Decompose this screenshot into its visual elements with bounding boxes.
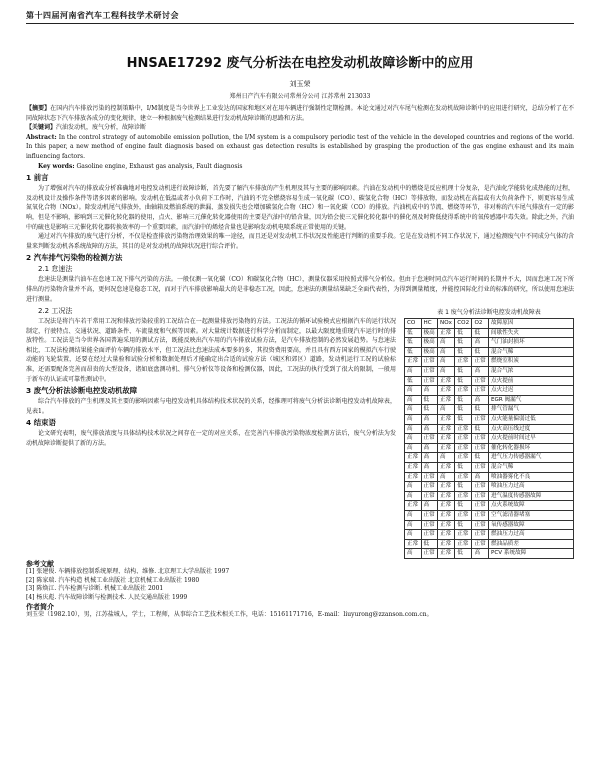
table-cell: 正常 [421, 434, 438, 444]
table-caption: 表 1 废气分析法诊断电控发动机故障表 [437, 309, 541, 317]
table-row [405, 415, 574, 425]
table-row [405, 347, 574, 357]
table-cell: 正常 [438, 530, 455, 540]
keywords-label: 【关键词】 [26, 124, 57, 132]
fault-cause-cell: 点火提前 [489, 376, 574, 386]
table-cell: 低 [455, 520, 472, 530]
table-row [405, 424, 574, 434]
table-cell: 低 [472, 405, 489, 415]
table-row [405, 357, 574, 367]
right-column [404, 305, 574, 559]
fault-cause-cell: 氧传感器故障 [489, 520, 574, 530]
table-cell: 正常 [405, 472, 422, 482]
table-cell: 正常 [472, 482, 489, 492]
table-cell: 正常 [472, 491, 489, 501]
abstract-en [26, 133, 574, 162]
table-cell: 正常 [455, 453, 472, 463]
table-cell: 正常 [438, 491, 455, 501]
table-cell: 高 [438, 472, 455, 482]
table-cell: 正常 [455, 491, 472, 501]
table-row [405, 491, 574, 501]
table-cell: 正常 [472, 539, 489, 549]
table-cell: 高 [405, 424, 422, 434]
fault-cause-cell: EGR 阀漏气 [489, 395, 574, 405]
table-cell: 高 [472, 338, 489, 348]
section-2-2-paragraph: 工况法是将汽车若干常用工况和排放污染较重的工况结合在一起测量排放污染物的方法。工况法的循环试验模式应根据汽车的运行状况制定，行驶特点、交通状况、道路条件、车流量度和气候等因素。对大量统计数据进行科学分析而制定，以最大限度地重现汽车运行时的排放特性。工况法是当今世界各国普遍采用的测试方法，既能反映出汽车用的汽车排放试验方法，是汽车排放控制的必然发展趋势。与怠速法相比，工况法检测结果能全面评价车辆的排放水平，但工况法比怠速法成本要多的多，其投资费用要高，并且具有西方国家的模拟汽车行驶动能的飞轮装置，还要在经过大量验和试验分析和数据处理后才能确定出合适的试验方法（城区和郊区）道路，发动机运行工况的试验标准，还需要配备完善而昂贵的大型设备，诸如底盘测功机、排气分析仪等设备和检测仪器，因此，工况法的执行受到了很大的限制，一般用于新车的认证或可靠性测试中。 [26, 318, 396, 383]
fault-cause-cell: 混合气浓 [489, 367, 574, 377]
table-cell: 高 [405, 491, 422, 501]
table-cell: 高 [421, 386, 438, 396]
fault-cause-cell: 混合气稀 [489, 347, 574, 357]
table-row [405, 463, 574, 473]
section-3-paragraph: 综合汽车排放的产生机理及其主要的影响因素与电控发动机具体结构技术状况的关系，经推理可将废气分析法诊断电控发动机故障表，见表1。 [26, 398, 396, 415]
table-cell: 高 [405, 405, 422, 415]
table-cell: 高 [438, 453, 455, 463]
keywords-text: 汽油发动机，废气分析，故障诊断 [56, 124, 147, 132]
fault-cause-cell: 点火提前时间过早 [489, 434, 574, 444]
section-2-heading: 2 汽车排气污染物的检测方法 [26, 253, 123, 263]
fault-cause-cell: 点火系统故障 [489, 501, 574, 511]
table-cell: 正常 [455, 434, 472, 444]
table-cell: 正常 [438, 501, 455, 511]
table-cell: 正常 [421, 510, 438, 520]
table-body [405, 328, 574, 558]
table-cell: 正常 [405, 357, 422, 367]
table-cell: 正常 [438, 376, 455, 386]
abstract-en-text: In the control strategy of automobile emission pollution, the I/M system is a compulsory periodic test of the vehicle in the developed countries and regions of the world. In this paper, a new method of engine fault diagnosis based on exhaust gas detection results is established by grasping the production of the gas engine exhaust and its main influencing factors. [26, 133, 574, 160]
reference-item: [2] 陈家瑞. 汽车构造 机械工业出版社 北京机械工业出版社 1980 [26, 576, 200, 584]
table-cell: 高 [472, 472, 489, 482]
reference-item: [1] 张建俊. 车辆排放控制系统原理、结构、维修. 北京理工大学出版社 1997 [26, 568, 230, 576]
table-cell: 高 [405, 415, 422, 425]
keywords-en-text: Gasoline engine, Exhaust gas analysis, Fault diagnosis [76, 162, 243, 170]
two-column-area [26, 305, 574, 559]
table-cell: 低 [472, 328, 489, 338]
table-cell: 高 [421, 415, 438, 425]
table-cell: 正常 [472, 530, 489, 540]
table-cell: 低 [405, 338, 422, 348]
table-cell: 正常 [455, 357, 472, 367]
table-header-row [405, 319, 574, 329]
table-row [405, 510, 574, 520]
table-row [405, 367, 574, 377]
table-row [405, 376, 574, 386]
table-cell: 正常 [405, 539, 422, 549]
table-cell: 正常 [438, 415, 455, 425]
reference-item: [4] 杨庆彪. 汽车故障诊断与检测技术. 人民交通出版社 1999 [26, 593, 188, 601]
table-cell: 正常 [421, 530, 438, 540]
fault-cause-cell: 排气管漏气 [489, 405, 574, 415]
table-cell: 正常 [472, 443, 489, 453]
table-cell: 正常 [405, 453, 422, 463]
table-cell: 正常 [438, 549, 455, 559]
table-cell: 极高 [421, 338, 438, 348]
table-cell: 正常 [421, 549, 438, 559]
table-row [405, 549, 574, 559]
fault-cause-cell: 点火能量偏弱过低 [489, 415, 574, 425]
paper-title: HNSAE17292 废气分析法在电控发动机故障诊断中的应用 [126, 56, 474, 71]
table-cell: 低 [455, 405, 472, 415]
section-1-paragraph-2: 通过对汽车排放的废气进行分析，不仅是检查排放污染物治理效果的唯一途径，而且还是对发动机工作状况及性能进行判断的重要手段。它是在发动机不同工作状况下，通过检测废气中不同成分气体的含量来判断发动机各系统故障的方法，其目的是对发动机的故障状况进行综合评价。 [26, 233, 574, 250]
fault-cause-cell: 燃烧室积炭 [489, 357, 574, 367]
table-cell: 正常 [455, 510, 472, 520]
fault-cause-cell: 喷油压力过高 [489, 482, 574, 492]
table-row [405, 520, 574, 530]
table-cell: 高 [438, 347, 455, 357]
table-cell: 正常 [438, 424, 455, 434]
table-cell: 低 [405, 347, 422, 357]
table-cell: 正常 [438, 539, 455, 549]
table-row [405, 482, 574, 492]
table-cell: 正常 [405, 501, 422, 511]
table-row [405, 434, 574, 444]
table-cell: 高 [405, 510, 422, 520]
table-row [405, 328, 574, 338]
table-cell: 正常 [438, 386, 455, 396]
table-row [405, 472, 574, 482]
section-1-paragraph-1: 为了增强对汽车的排放或分析准确地对电控发动机进行故障诊断，首先要了解汽车排放的产生机理及其与主要的影响因素。汽油在发动机中的燃烧是反应机理十分复杂，是汽油化学能转化成热能的过程，及动机设计及操作条件等诸多因素的影响。发动机在低温或者小负荷下工作时，汽油的不完全燃烧容易生成一氧化碳（CO）、碳氢化合物（HC）等排放物，而发动机在高温或有大负荷条件下，则更容易生成氮氧化合物（NOx）。除发动机尾气排放外，曲轴箱及燃油系统的泄漏、蒸发损失也会增加碳氢化合物（HC）和一氧化碳（CO）的排放。汽油机成中的节流、燃烧等环节，非对称的汽车尾气排放有一定的影响，但是不影响，影响到三元催化转化器的使用，点火、影响三元催化转化器使用的主要是汽油中的铅含量，因为铅会使三元催化转化器中的催化剂及时降低使得系统中的氧传感器中毒失效。除此之外，汽油中的硫也是影响三元催化转化器转换效率的一个重要因素，而汽油中的烯烃含量也是影响发动机电喷系统正常使用的关键。 [26, 185, 574, 231]
table-cell: 正常 [438, 395, 455, 405]
keywords-en-label: Key words: [38, 162, 75, 170]
table-cell: 正常 [455, 443, 472, 453]
table-cell: 高 [405, 549, 422, 559]
fault-cause-cell: 点火高压线过度 [489, 424, 574, 434]
fault-cause-cell: 进气压力传感器漏气 [489, 453, 574, 463]
table-header-cell: 故障原因 [489, 319, 574, 329]
section-3-heading: 3 废气分析法诊断电控发动机故障 [26, 386, 138, 396]
fault-cause-cell: 混合气稀 [489, 463, 574, 473]
table-cell: 高 [405, 434, 422, 444]
table-cell: 正常 [472, 434, 489, 444]
table-cell: 极高 [421, 347, 438, 357]
table-cell: 低 [455, 415, 472, 425]
table-cell: 高 [472, 367, 489, 377]
section-2-2-heading: 2.2 工况法 [38, 307, 73, 316]
author-info-heading: 作者简介 [26, 602, 54, 611]
table-cell: 正常 [421, 367, 438, 377]
section-4-heading: 4 结束语 [26, 418, 56, 428]
table-cell: 正常 [438, 482, 455, 492]
table-cell: 正常 [438, 520, 455, 530]
table-cell: 高 [472, 395, 489, 405]
table-cell: 正常 [472, 386, 489, 396]
references-heading: 参考文献 [26, 559, 54, 568]
table-cell: 高 [421, 453, 438, 463]
table-cell: 高 [405, 443, 422, 453]
table-cell: 正常 [438, 510, 455, 520]
fault-cause-cell: 进气温度传感器故障 [489, 491, 574, 501]
author-name: 刘玉荣 [289, 80, 311, 88]
table-cell: 低 [421, 395, 438, 405]
section-2-1-heading: 2.1 怠速法 [38, 265, 73, 274]
table-cell: 正常 [455, 472, 472, 482]
table-cell: 正常 [472, 520, 489, 530]
table-cell: 高 [421, 463, 438, 473]
running-header: 第十四届河南省汽车工程科技学术研讨会 [26, 10, 574, 24]
diagnosis-table [404, 318, 574, 559]
table-cell: 低 [455, 367, 472, 377]
table-cell: 高 [438, 367, 455, 377]
keywords-en [26, 162, 574, 172]
table-cell: 高 [405, 367, 422, 377]
table-cell: 高 [438, 338, 455, 348]
fault-cause-cell: 空气滤清器堵塞 [489, 510, 574, 520]
table-cell: 高 [421, 443, 438, 453]
section-1-heading: 1 前言 [26, 173, 49, 183]
table-cell: 高 [438, 357, 455, 367]
table-cell: 低 [455, 549, 472, 559]
table-cell: 正常 [455, 530, 472, 540]
table-cell: 正常 [455, 539, 472, 549]
table-cell: 正常 [472, 463, 489, 473]
table-cell: 正常 [438, 328, 455, 338]
table-cell: 正常 [472, 510, 489, 520]
section-4-paragraph: 论文研究表明，废气排放浓度与具体结构技术状况之间存在一定的对应关系，在完善汽车排放污染物浓度检测方法后，废气分析法为发动机故障诊断提供了新的方法。 [26, 430, 396, 448]
table-cell: 低 [472, 424, 489, 434]
abstract-label: 【摘要】 [26, 105, 51, 112]
table-cell: 正常 [472, 415, 489, 425]
table-cell: 正常 [421, 357, 438, 367]
table-row [405, 453, 574, 463]
table-row [405, 405, 574, 415]
table-cell: 高 [438, 405, 455, 415]
table-cell: 高 [405, 395, 422, 405]
table-cell: 正常 [438, 434, 455, 444]
table-cell: 低 [472, 347, 489, 357]
table-row [405, 338, 574, 348]
table-cell: 高 [405, 482, 422, 492]
fault-cause-cell: 燃油压力过高 [489, 530, 574, 540]
table-cell: 低 [455, 376, 472, 386]
section-2-1-paragraph: 怠速法是测量汽油车在怠速工况下排气污染的方法。一般仅测一氧化碳（CO）和碳氢化合物（HC），测量仪器采用按照式排气分析仪。但由于怠速时同点汽车运行时间的长期并不大，因而怠速工况下所排出的污染物含量并不高，更何况怠速是稳态工况，而对于汽车排放影响最大的是非稳态工况，因此，怠速法的测量结果缺乏全面代表性，为得到测量精度，并能控国际化行业的标准的研究，所以使用怠速法进行测量。 [26, 276, 574, 303]
table-row [405, 395, 574, 405]
fault-cause-cell: 催化转化器损坏 [489, 443, 574, 453]
table-cell: 高 [472, 549, 489, 559]
author-affiliation: 郑州日产汽车有限公司常州分公司 江苏常州 213033 [229, 93, 371, 100]
table-cell: 正常 [472, 376, 489, 386]
table-row [405, 530, 574, 540]
table-cell: 正常 [455, 424, 472, 434]
fault-cause-cell: 点火过迟 [489, 386, 574, 396]
table-cell: 低 [455, 482, 472, 492]
table-cell: 高 [405, 386, 422, 396]
table-header-cell: HC [421, 319, 438, 329]
abstract [26, 104, 574, 123]
table-cell: 低 [455, 347, 472, 357]
table-row [405, 501, 574, 511]
table-cell: 低 [455, 338, 472, 348]
table-cell: 低 [455, 395, 472, 405]
table-row [405, 386, 574, 396]
fault-cause-cell: PCV 系统故障 [489, 549, 574, 559]
table-cell: 正常 [405, 463, 422, 473]
table-cell: 正常 [421, 376, 438, 386]
keywords [26, 123, 574, 133]
table-cell: 正常 [472, 357, 489, 367]
table-cell: 高 [421, 501, 438, 511]
table-row [405, 443, 574, 453]
fault-cause-cell: 燃油品质差 [489, 539, 574, 549]
abstract-en-label: Abstract: [26, 133, 57, 141]
table-cell: 正常 [472, 501, 489, 511]
table-cell: 极高 [421, 328, 438, 338]
table-cell: 正常 [438, 463, 455, 473]
table-cell: 低 [455, 328, 472, 338]
table-header-cell: CO [405, 319, 422, 329]
table-cell: 正常 [438, 443, 455, 453]
table-cell: 低 [455, 463, 472, 473]
table-cell: 正常 [421, 520, 438, 530]
table-cell: 高 [405, 520, 422, 530]
table-cell: 高 [405, 530, 422, 540]
table-cell: 正常 [421, 482, 438, 492]
table-row [405, 539, 574, 549]
reference-item: [3] 陈焕江. 汽车检测与诊断. 机械工业出版社 2001 [26, 585, 164, 593]
table-cell: 高 [421, 424, 438, 434]
table-cell: 低 [472, 453, 489, 463]
table-cell: 正常 [421, 491, 438, 501]
table-cell: 低 [455, 501, 472, 511]
left-column [26, 305, 396, 559]
fault-cause-cell: 喷油器雾化不良 [489, 472, 574, 482]
table-cell: 低 [405, 328, 422, 338]
table-cell: 正常 [421, 472, 438, 482]
table-cell: 正常 [455, 386, 472, 396]
table-header-cell: CO2 [455, 319, 472, 329]
fault-cause-cell: 气门油封损坏 [489, 338, 574, 348]
fault-cause-cell: 间歇性失火 [489, 328, 574, 338]
table-header-cell: NOx [438, 319, 455, 329]
table-header-cell: O2 [472, 319, 489, 329]
table-cell: 低 [421, 539, 438, 549]
author-info: 刘玉荣（1982.10），男，江苏盐城人，学士，工程师，从事综合工艺技术相关工作，电话：15161171716，E-mail：liuyurong@zzanson.com.cn。 [26, 611, 433, 619]
table-cell: 低 [405, 376, 422, 386]
table-cell: 低 [421, 405, 438, 415]
abstract-text: 在国内汽车排放污染的控制策略中，I/M制度是当今世界上工业发达的国家和地区对在用车辆进行强制性定期检测。本论文通过对汽车尾气检测在发动机故障诊断中的应用进行研究，总结分析了在不同故障状态下汽车排放各成分的变化规律，建立一种根据废气检测结果进行发动机故障诊断的思路和方法。 [26, 105, 574, 122]
references [26, 560, 574, 620]
